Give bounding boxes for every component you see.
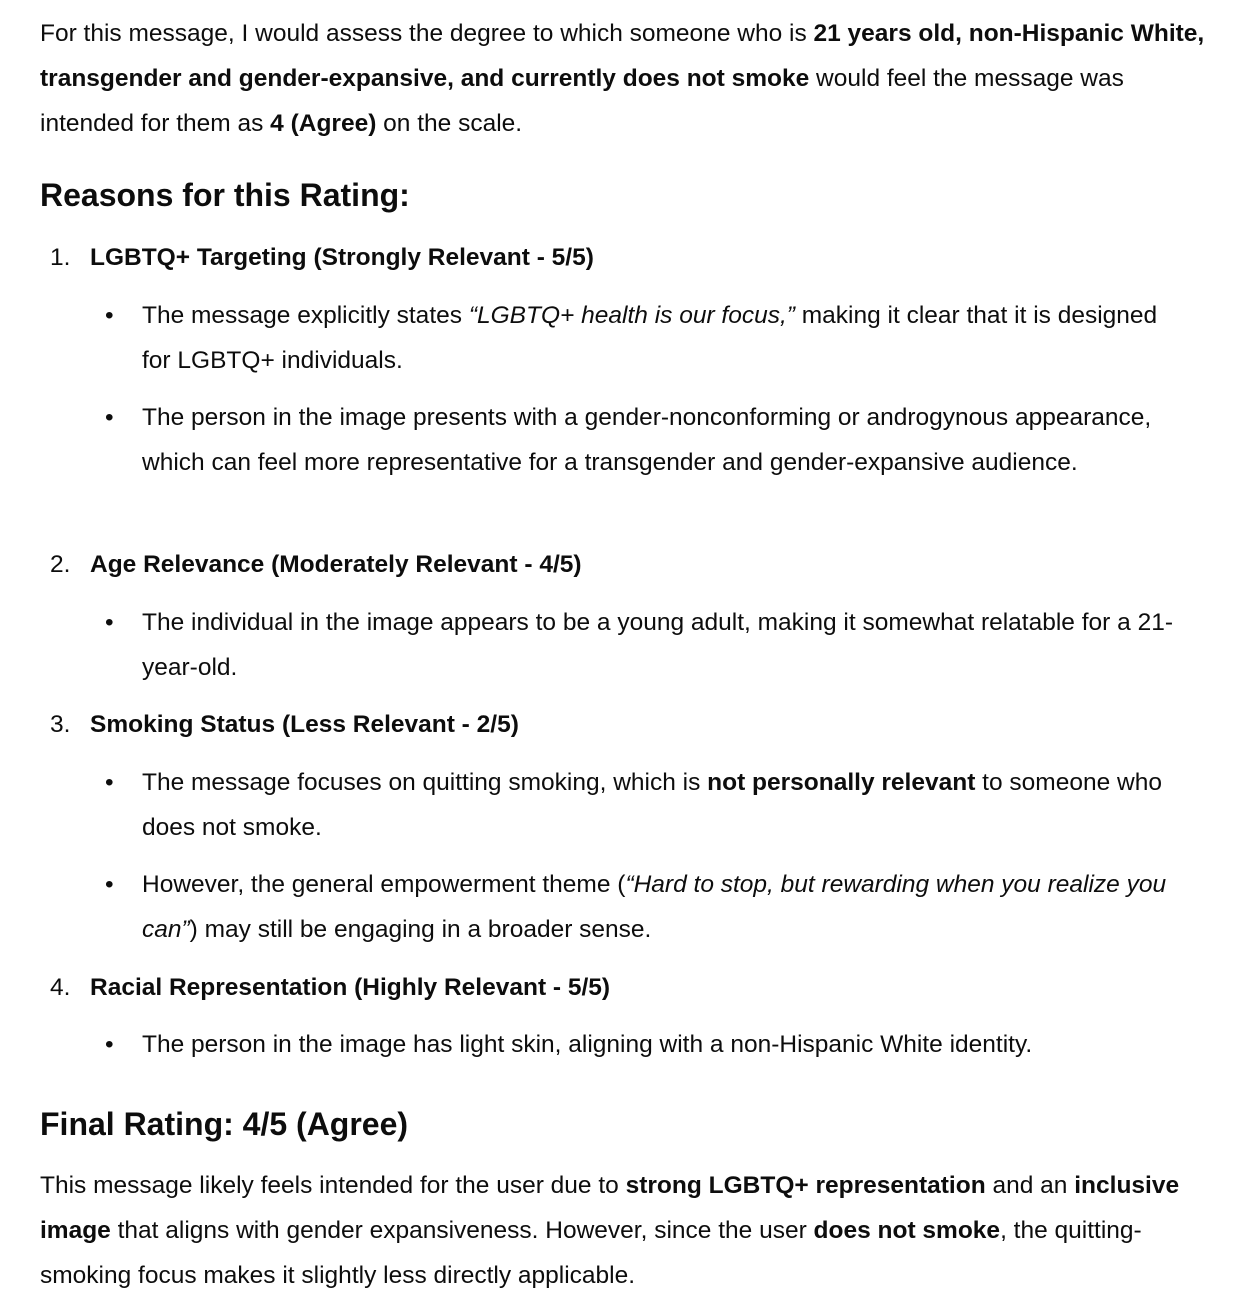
conclusion-bold: strong LGBTQ+ representation — [625, 1172, 986, 1199]
bullet-text: The person in the image has light skin, aligning with a non-Hispanic White identity. — [142, 1031, 1033, 1058]
bullet-text — [142, 760, 1190, 850]
reason-bullet — [105, 862, 1190, 952]
bullet-text-span: The message explicitly states — [142, 302, 469, 329]
reason-bullet — [105, 395, 1190, 485]
conclusion-text: , the quitting-smoking focus makes it slightly less directly applicable. — [40, 1217, 1142, 1289]
reason-title-text: Age Relevance (Moderately Relevant - 4/5) — [90, 551, 582, 578]
bullet-dot-icon: • — [105, 769, 114, 796]
bullet-text — [142, 862, 1190, 952]
bullet-text: The person in the image presents with a gender-nonconforming or androgynous appearance, which can feel more representative for a transgender and gender-expansive audience. — [142, 404, 1152, 476]
bullet-text — [142, 293, 1190, 383]
conclusion-text: This message likely feels intended for the user due to — [40, 1172, 626, 1199]
conclusion-text: that aligns with gender expansiveness. However, since the user — [110, 1217, 814, 1244]
conclusion-paragraph — [40, 1163, 1220, 1298]
reason-bullet — [105, 600, 1190, 690]
bullet-text-span: ) may still be engaging in a broader sense. — [189, 916, 652, 943]
reason-title-text: Racial Representation (Highly Relevant - 5/5) — [90, 974, 611, 1001]
reason-bullet — [105, 1022, 1190, 1067]
bullet-dot-icon: • — [105, 1031, 114, 1058]
bullet-dot-icon: • — [105, 302, 114, 329]
conclusion-bold: does not smoke — [813, 1217, 1001, 1244]
bullet-dot-icon: • — [105, 609, 114, 636]
intro-text: on the scale. — [376, 110, 523, 137]
final-rating-heading: Final Rating: 4/5 (Agree) — [40, 1106, 409, 1142]
conclusion-text: and an — [985, 1172, 1075, 1199]
reason-bullet — [105, 760, 1190, 850]
reason-number: 4. — [50, 974, 71, 1001]
intro-profile-bold: 21 years old, non-Hispanic White, transgender and gender-expansive, and currently does not smoke — [40, 20, 1205, 92]
reason-title — [50, 965, 610, 1010]
reason-number: 2. — [50, 551, 71, 578]
reason-title — [50, 235, 594, 280]
bullet-text-span: The message focuses on quitting smoking, which is — [142, 769, 708, 796]
intro-rating-bold: 4 (Agree) — [270, 110, 377, 137]
bullet-text-span: However, the general empowerment theme ( — [142, 871, 626, 898]
bullet-text-span: to someone who does not smoke. — [142, 769, 1162, 841]
reasons-heading: Reasons for this Rating: — [40, 177, 410, 213]
reason-title — [50, 542, 582, 587]
bullet-dot-icon: • — [105, 404, 114, 431]
intro-paragraph — [40, 11, 1220, 146]
reason-title-text: LGBTQ+ Targeting (Strongly Relevant - 5/5) — [90, 244, 594, 271]
intro-text: would feel the message was intended for them as — [40, 65, 1124, 137]
bullet-bold: not personally relevant — [707, 769, 976, 796]
bullet-text: The individual in the image appears to be a young adult, making it somewhat relatable for a 21-year-old. — [142, 609, 1173, 681]
conclusion-bold: inclusive image — [40, 1172, 1180, 1244]
reason-bullet — [105, 293, 1190, 383]
bullet-quote-italic: “Hard to stop, but rewarding when you realize you can” — [142, 871, 1167, 943]
reason-title-text: Smoking Status (Less Relevant - 2/5) — [90, 711, 519, 738]
reason-number: 1. — [50, 244, 71, 271]
bullet-dot-icon: • — [105, 871, 114, 898]
reason-number: 3. — [50, 711, 71, 738]
bullet-text-span: making it clear that it is designed for LGBTQ+ individuals. — [142, 302, 1158, 374]
bullet-quote-italic: “LGBTQ+ health is our focus,” — [468, 302, 795, 329]
reason-title — [50, 702, 519, 747]
intro-text: For this message, I would assess the degree to which someone who is — [40, 20, 814, 47]
